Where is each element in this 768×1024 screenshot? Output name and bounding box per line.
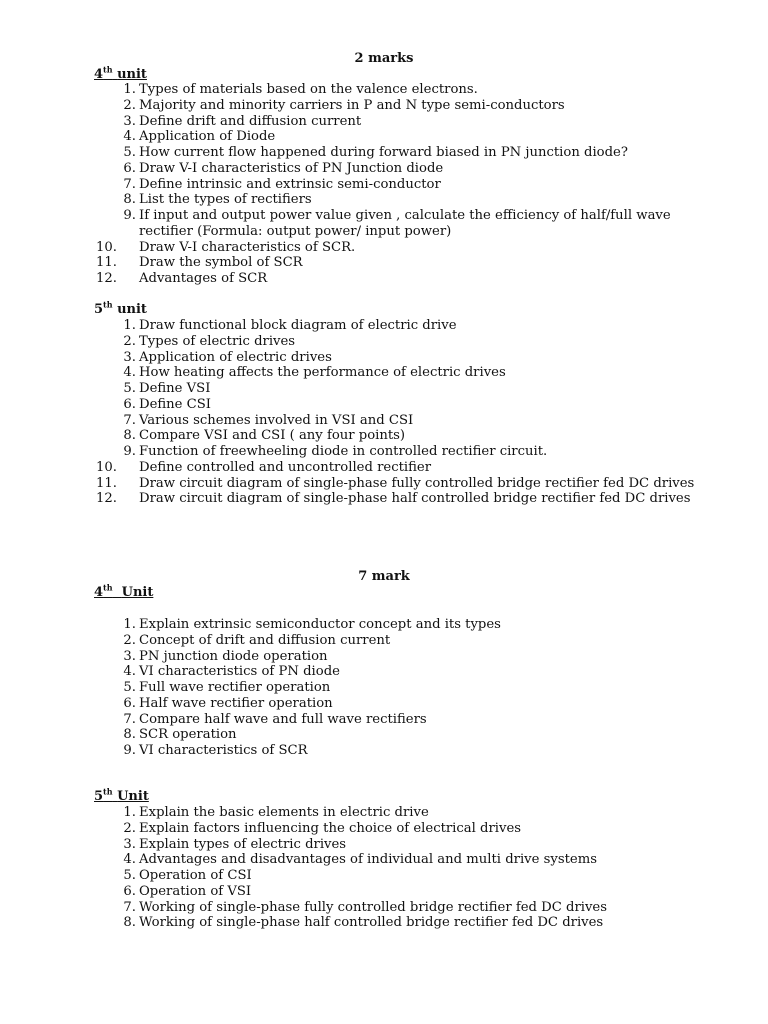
question-number: 8. [123, 428, 136, 444]
question-text: Compare VSI and CSI ( any four points) [139, 428, 406, 444]
question-item [0, 145, 768, 161]
question-text: Define intrinsic and extrinsic semi-conductor [139, 176, 441, 192]
question-item [0, 743, 768, 759]
section-title-2-marks: 2 marks [354, 51, 414, 66]
question-number: 3. [123, 349, 136, 365]
question-text: Operation of VSI [139, 883, 252, 899]
unit-heading-2m-unit4 [94, 64, 147, 83]
question-text: How heating affects the performance of electric drives [139, 365, 506, 381]
question-text: Draw V-I characteristics of PN Junction diode [139, 160, 444, 176]
question-text: Define VSI [139, 381, 211, 396]
unit-number: 4 [94, 585, 104, 600]
question-text: Draw V-I characteristics of SCR. [139, 239, 356, 255]
question-text: Explain factors influencing the choice of electrical drives [139, 820, 522, 836]
question-number: 12. [96, 491, 117, 507]
question-item [0, 365, 768, 381]
question-item [0, 712, 768, 728]
question-text: Define controlled and uncontrolled rectifier [139, 459, 432, 475]
question-item [0, 680, 768, 696]
question-list-7m-unit4 [0, 617, 768, 759]
question-number: 11. [96, 475, 117, 491]
question-number: 3. [123, 836, 136, 852]
question-number: 5. [123, 868, 136, 883]
question-number: 10. [96, 239, 117, 255]
question-text: Majority and minority carriers in P and N type semi-conductors [139, 97, 565, 113]
question-text: Types of electric drives [139, 333, 296, 349]
question-text: PN junction diode operation [139, 648, 328, 664]
question-item [0, 617, 768, 633]
question-number: 8. [123, 192, 136, 208]
question-number: 10. [96, 459, 117, 475]
question-number: 2. [123, 820, 136, 836]
question-number: 8. [123, 727, 136, 743]
question-number: 7. [123, 412, 136, 428]
question-item [0, 114, 768, 130]
question-item [0, 696, 768, 712]
question-text: Function of freewheeling diode in controlled rectifier circuit. [139, 444, 548, 459]
question-item [0, 821, 768, 837]
question-text: Full wave rectifier operation [139, 680, 331, 695]
question-text: Explain types of electric drives [139, 836, 347, 852]
question-text: Application of Diode [139, 129, 276, 145]
question-text: Explain extrinsic semiconductor concept and its types [139, 617, 501, 632]
unit-number: 5 [94, 789, 104, 804]
question-number: 8. [123, 915, 136, 931]
question-item [0, 915, 768, 931]
question-number: 6. [123, 695, 136, 711]
question-item [0, 208, 768, 240]
question-number: 6. [123, 160, 136, 176]
question-text: Draw circuit diagram of single-phase half controlled bridge rectifier fed DC drives [139, 491, 691, 507]
question-text: Compare half wave and full wave rectifiers [139, 711, 427, 727]
unit-ordinal-suffix: th [103, 786, 113, 797]
question-text: Draw the symbol of SCR [139, 255, 303, 271]
question-item [0, 664, 768, 680]
question-number: 6. [123, 883, 136, 899]
question-list-7m-unit5 [0, 805, 768, 931]
question-item [0, 192, 768, 208]
question-text: Working of single-phase fully controlled bridge rectifier fed DC drives [139, 899, 608, 915]
question-number: 3. [123, 648, 136, 664]
question-number: 5. [123, 381, 136, 396]
question-number: 6. [123, 396, 136, 412]
question-text: Explain the basic elements in electric drive [139, 805, 429, 820]
question-text: Advantages and disadvantages of individual and multi drive systems [139, 852, 597, 868]
question-item [0, 177, 768, 193]
question-text: Advantages of SCR [139, 271, 268, 286]
question-number: 7. [123, 899, 136, 915]
question-text: Working of single-phase half controlled bridge rectifier fed DC drives [139, 915, 604, 931]
unit-heading-7m-unit5 [94, 786, 149, 805]
question-item [0, 318, 768, 334]
question-item [0, 161, 768, 177]
question-number: 4. [123, 129, 136, 145]
question-number: 2. [123, 97, 136, 113]
question-item [0, 428, 768, 444]
question-number: 7. [123, 176, 136, 192]
unit-number: 4 [94, 67, 104, 82]
question-number: 11. [96, 255, 117, 271]
question-list-2m-unit4 [0, 82, 768, 287]
question-text: VI characteristics of SCR [139, 743, 308, 758]
question-number: 5. [123, 680, 136, 695]
question-text: How current flow happened during forward biased in PN junction diode? [139, 145, 628, 160]
question-item [0, 334, 768, 350]
question-item [0, 397, 768, 413]
question-item [0, 727, 768, 743]
unit-ordinal-suffix: th [103, 64, 113, 75]
question-text: Define CSI [139, 396, 211, 412]
question-item [0, 900, 768, 916]
question-number: 9. [123, 444, 136, 459]
question-number: 1. [123, 82, 136, 97]
question-text: Concept of drift and diffusion current [139, 632, 391, 648]
question-item [0, 381, 768, 397]
question-number: 1. [123, 805, 136, 820]
question-item [0, 460, 768, 476]
section-title-7-mark: 7 mark [358, 569, 410, 584]
question-text: Application of electric drives [139, 349, 332, 365]
question-item [0, 255, 768, 271]
question-text: Half wave rectifier operation [139, 695, 333, 711]
unit-word: unit [117, 67, 147, 82]
question-item [0, 350, 768, 366]
unit-word: unit [117, 302, 147, 317]
unit-heading-2m-unit5 [94, 299, 147, 318]
unit-word: Unit [121, 585, 154, 600]
question-number: 9. [123, 743, 136, 758]
question-text: SCR operation [139, 727, 237, 743]
unit-ordinal-suffix: th [103, 582, 113, 593]
question-item [0, 868, 768, 884]
question-item [0, 852, 768, 868]
question-number: 7. [123, 711, 136, 727]
question-text: Draw circuit diagram of single-phase fully controlled bridge rectifier fed DC drives [139, 475, 695, 491]
unit-heading-7m-unit4 [94, 582, 154, 601]
question-text: Draw functional block diagram of electric drive [139, 318, 457, 333]
question-item [0, 271, 768, 287]
question-list-2m-unit5 [0, 318, 768, 507]
question-text: If input and output power value given , calculate the efficiency of half/full wave rectifier (Formula: output power/ input power) [139, 208, 671, 239]
question-number: 4. [123, 365, 136, 381]
question-text: VI characteristics of PN diode [139, 664, 340, 680]
question-number: 4. [123, 852, 136, 868]
question-number: 1. [123, 617, 136, 632]
question-number: 1. [123, 318, 136, 333]
question-item [0, 491, 768, 507]
question-number: 5. [123, 145, 136, 160]
unit-ordinal-suffix: th [103, 299, 113, 310]
question-item [0, 98, 768, 114]
question-item [0, 805, 768, 821]
unit-word: Unit [117, 789, 149, 804]
question-number: 2. [123, 632, 136, 648]
question-item [0, 240, 768, 256]
question-item [0, 884, 768, 900]
question-item [0, 129, 768, 145]
question-text: List the types of rectifiers [139, 192, 312, 208]
question-number: 4. [123, 664, 136, 680]
question-number: 9. [123, 208, 136, 223]
question-text: Types of materials based on the valence electrons. [139, 82, 478, 97]
question-item [0, 837, 768, 853]
question-item [0, 82, 768, 98]
unit-number: 5 [94, 302, 104, 317]
question-item [0, 444, 768, 460]
question-text: Various schemes involved in VSI and CSI [139, 412, 414, 428]
question-text: Define drift and diffusion current [139, 113, 362, 129]
question-item [0, 649, 768, 665]
question-number: 2. [123, 333, 136, 349]
question-number: 3. [123, 113, 136, 129]
question-item [0, 476, 768, 492]
question-text: Operation of CSI [139, 868, 252, 883]
question-item [0, 413, 768, 429]
question-number: 12. [96, 271, 117, 286]
question-item [0, 633, 768, 649]
